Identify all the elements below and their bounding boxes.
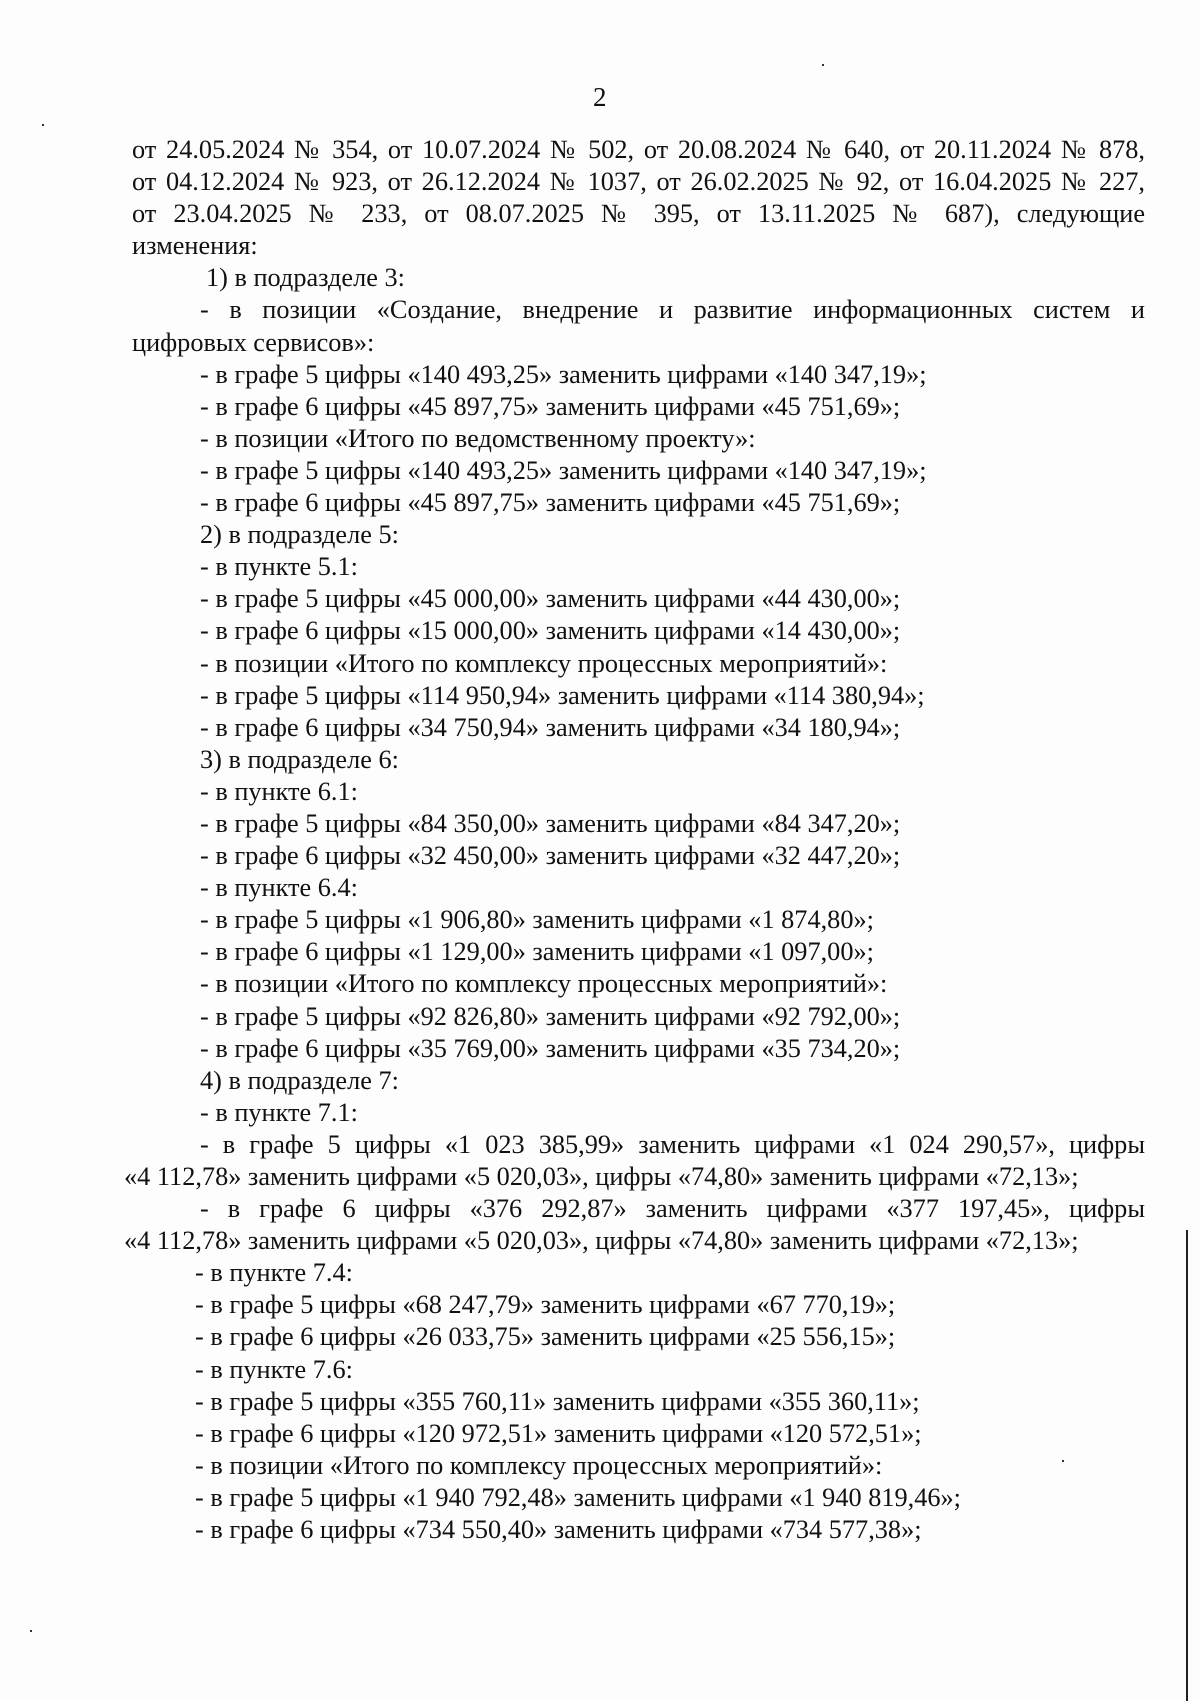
intro-line: от 23.04.2025 № 233, от 08.07.2025 № 395, от 13.11.2025 № 687), следующие: [132, 199, 1145, 229]
amendment-line: - в графе 5 цифры «45 000,00» заменить цифрами «44 430,00»;: [200, 584, 901, 614]
amendment-line: - в графе 6 цифры «15 000,00» заменить цифрами «14 430,00»;: [200, 616, 901, 646]
position-line: - в позиции «Итого по комплексу процессных мероприятий»:: [195, 1450, 883, 1480]
amendment-line: - в графе 6 цифры «376 292,87» заменить цифрами «377 197,45», цифры: [200, 1194, 1145, 1224]
amendment-line: - в графе 6 цифры «26 033,75» заменить цифрами «25 556,15»;: [195, 1322, 896, 1352]
subsection-heading: 1) в подразделе 3:: [206, 263, 405, 293]
scan-speck: [822, 64, 824, 66]
clause-line: - в пункте 7.1:: [200, 1097, 358, 1127]
amendment-line: - в графе 5 цифры «140 493,25» заменить цифрами «140 347,19»;: [200, 455, 927, 485]
amendment-line: - в графе 5 цифры «84 350,00» заменить цифрами «84 347,20»;: [200, 808, 901, 838]
clause-line: - в пункте 5.1:: [200, 552, 358, 582]
scan-speck: [30, 1630, 32, 1632]
amendment-line: - в графе 6 цифры «45 897,75» заменить цифрами «45 751,69»;: [200, 488, 901, 518]
intro-line: от 04.12.2024 № 923, от 26.12.2024 № 1037, от 26.02.2025 № 92, от 16.04.2025 № 227,: [132, 167, 1145, 197]
position-line: - в позиции «Создание, внедрение и развитие информационных систем и: [200, 295, 1145, 325]
subsection-heading: 4) в подразделе 7:: [200, 1065, 399, 1095]
clause-line: - в пункте 7.6:: [195, 1354, 353, 1384]
intro-line: от 24.05.2024 № 354, от 10.07.2024 № 502, от 20.08.2024 № 640, от 20.11.2024 № 878,: [132, 135, 1145, 164]
amendment-line: - в графе 6 цифры «34 750,94» заменить цифрами «34 180,94»;: [200, 712, 901, 742]
amendment-line: - в графе 6 цифры «120 972,51» заменить цифрами «120 572,51»;: [195, 1418, 922, 1448]
amendment-line: - в графе 6 цифры «1 129,00» заменить цифрами «1 097,00»;: [200, 937, 874, 967]
amendment-line: - в графе 5 цифры «92 826,80» заменить цифрами «92 792,00»;: [200, 1001, 901, 1031]
clause-line: - в пункте 6.4:: [200, 873, 358, 903]
position-line: - в позиции «Итого по ведомственному проекту»:: [200, 423, 756, 453]
amendment-line: - в графе 5 цифры «1 023 385,99» заменить цифрами «1 024 290,57», цифры: [200, 1129, 1145, 1159]
intro-line: изменения:: [132, 231, 258, 261]
scan-speck: [42, 124, 44, 126]
document-body: [124, 134, 1145, 1546]
scan-border-line: [1186, 1230, 1188, 1701]
amendment-line: - в графе 5 цифры «68 247,79» заменить цифрами «67 770,19»;: [195, 1290, 896, 1320]
amendment-line: - в графе 6 цифры «734 550,40» заменить цифрами «734 577,38»;: [195, 1515, 922, 1545]
clause-line: - в пункте 6.1:: [200, 776, 358, 806]
amendment-line: - в графе 6 цифры «35 769,00» заменить цифрами «35 734,20»;: [200, 1033, 901, 1063]
amendment-line: - в графе 6 цифры «45 897,75» заменить цифрами «45 751,69»;: [200, 391, 901, 421]
subsection-heading: 2) в подразделе 5:: [200, 520, 399, 550]
clause-line: - в пункте 7.4:: [195, 1258, 353, 1288]
amendment-line: - в графе 5 цифры «1 940 792,48» заменить цифрами «1 940 819,46»;: [195, 1482, 961, 1512]
subsection-heading: 3) в подразделе 6:: [200, 744, 399, 774]
amendment-line-continued: «4 112,78» заменить цифрами «5 020,03», цифры «74,80» заменить цифрами «72,13»;: [124, 1226, 1079, 1256]
page-number: 2: [593, 82, 607, 112]
amendment-line: - в графе 5 цифры «114 950,94» заменить цифрами «114 380,94»;: [200, 680, 925, 710]
amendment-line: - в графе 5 цифры «355 760,11» заменить цифрами «355 360,11»;: [195, 1386, 920, 1416]
amendment-line: - в графе 6 цифры «32 450,00» заменить цифрами «32 447,20»;: [200, 841, 901, 871]
position-line-continued: цифровых сервисов»:: [132, 327, 375, 357]
amendment-line: - в графе 5 цифры «140 493,25» заменить цифрами «140 347,19»;: [200, 359, 927, 389]
position-line: - в позиции «Итого по комплексу процессных мероприятий»:: [200, 648, 888, 678]
scan-speck: [1062, 1460, 1064, 1462]
amendment-line: - в графе 5 цифры «1 906,80» заменить цифрами «1 874,80»;: [200, 905, 874, 935]
amendment-line-continued: «4 112,78» заменить цифрами «5 020,03», цифры «74,80» заменить цифрами «72,13»;: [124, 1162, 1079, 1191]
position-line: - в позиции «Итого по комплексу процессных мероприятий»:: [200, 969, 888, 999]
